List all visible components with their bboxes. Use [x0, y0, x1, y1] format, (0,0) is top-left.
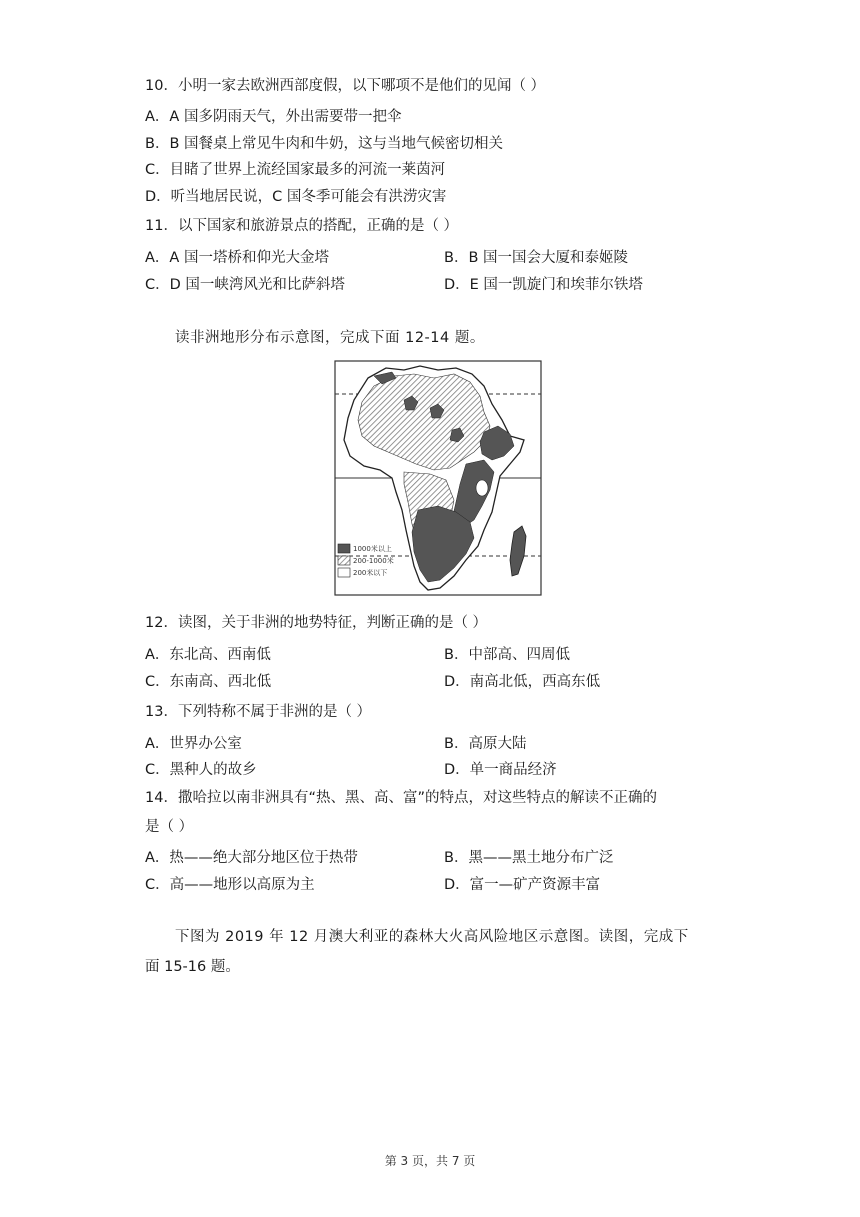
question-10-option-b: B．B 国餐桌上常见牛肉和牛奶，这与当地气候密切相关 — [145, 136, 504, 152]
question-13-option-a: A．世界办公室 — [145, 736, 242, 752]
question-11-option-b: B．B 国一国会大厦和泰姬陵 — [444, 250, 629, 266]
legend-label-mid: 200-1000米 — [353, 557, 394, 565]
lake-victoria — [476, 480, 488, 496]
question-11-option-c: C．D 国一峡湾风光和比萨斜塔 — [145, 277, 345, 293]
intro-questions-15-16-line2: 面 15-16 题。 — [145, 959, 240, 975]
question-14-option-d: D．富一—矿产资源丰富 — [444, 877, 601, 893]
question-12-option-b: B．中部高、四周低 — [444, 647, 570, 663]
question-14-option-c: C．高——地形以高原为主 — [145, 877, 315, 893]
legend-swatch-high — [338, 544, 350, 553]
question-11-option-d: D．E 国一凯旋门和埃菲尔铁塔 — [444, 277, 643, 293]
legend-label-low: 200米以下 — [353, 569, 388, 577]
question-12-option-a: A．东北高、西南低 — [145, 647, 271, 663]
question-11-stem: 11．以下国家和旅游景点的搭配，正确的是（ ） — [145, 218, 459, 234]
question-12-option-c: C．东南高、西北低 — [145, 674, 272, 690]
question-10-option-a: A．A 国多阴雨天气，外出需要带一把伞 — [145, 109, 402, 125]
question-10-stem: 10．小明一家去欧洲西部度假，以下哪项不是他们的见闻（ ） — [145, 78, 546, 94]
question-14-stem-line1: 14．撒哈拉以南非洲具有“热、黑、高、富”的特点，对这些特点的解读不正确的 — [145, 790, 657, 806]
question-13-stem: 13．下列特称不属于非洲的是（ ） — [145, 704, 372, 720]
africa-terrain-map — [334, 360, 542, 596]
question-10-option-c: C．目睹了世界上流经国家最多的河流一莱茵河 — [145, 162, 446, 178]
question-11-option-a: A．A 国一塔桥和仰光大金塔 — [145, 250, 329, 266]
question-12-stem: 12．读图，关于非洲的地势特征，判断正确的是（ ） — [145, 615, 488, 631]
legend-swatch-mid — [338, 556, 350, 565]
question-10-option-d: D．听当地居民说，C 国冬季可能会有洪涝灾害 — [145, 189, 447, 205]
question-14-option-b: B．黑——黑土地分布广泛 — [444, 850, 614, 866]
legend-label-high: 1000米以上 — [353, 545, 392, 553]
intro-questions-15-16-line1: 下图为 2019 年 12 月澳大利亚的森林大火高风险地区示意图。读图，完成下 — [175, 929, 689, 945]
page-footer: 第 3 页，共 7 页 — [384, 1154, 476, 1168]
question-13-option-b: B．高原大陆 — [444, 736, 527, 752]
question-12-option-d: D．南高北低，西高东低 — [444, 674, 601, 690]
legend-swatch-low — [338, 568, 350, 577]
question-13-option-c: C．黑种人的故乡 — [145, 762, 257, 778]
intro-questions-12-14: 读非洲地形分布示意图，完成下面 12-14 题。 — [175, 330, 485, 346]
question-14-option-a: A．热——绝大部分地区位于热带 — [145, 850, 358, 866]
question-14-stem-line2: 是（ ） — [145, 819, 194, 835]
map-legend — [338, 544, 394, 577]
africa-terrain-map-svg — [334, 360, 542, 596]
question-13-option-d: D．单一商品经济 — [444, 762, 557, 778]
